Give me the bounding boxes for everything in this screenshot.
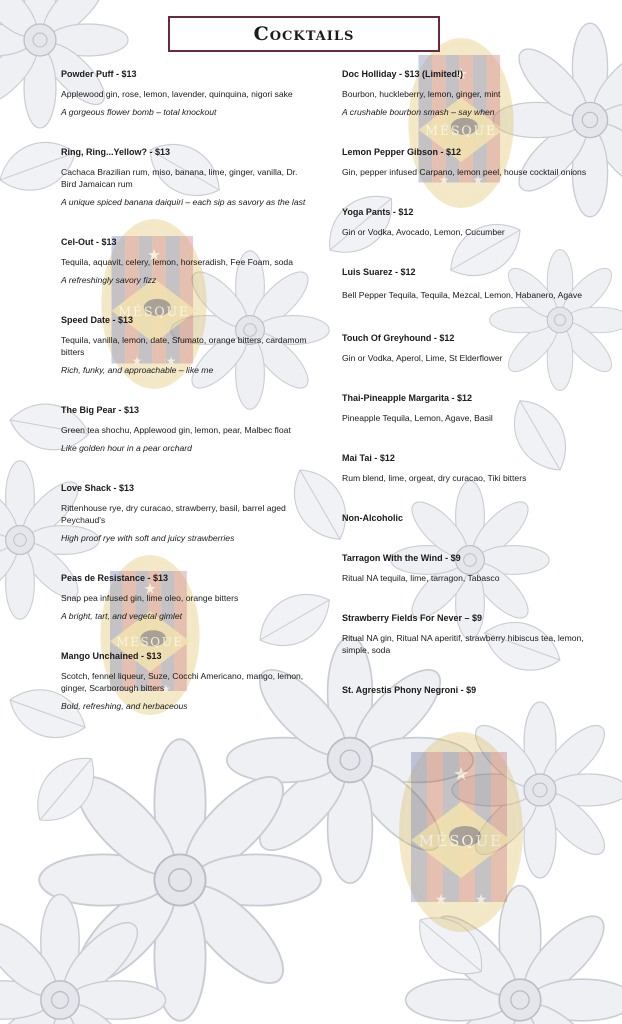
menu-item bbox=[342, 68, 592, 118]
item-name: Love Shack - $13 bbox=[61, 483, 135, 493]
menu-item bbox=[342, 612, 592, 656]
menu-item bbox=[61, 314, 313, 376]
item-name: Ring, Ring...Yellow? - $13 bbox=[61, 147, 171, 157]
right-menu-column bbox=[342, 68, 592, 724]
menu-item bbox=[61, 650, 313, 712]
item-tagline: Rich, funky, and approachable – like me bbox=[61, 365, 214, 375]
item-tagline: High proof rye with soft and juicy strawberries bbox=[61, 533, 235, 543]
item-tagline: A bright, tart, and vegetal gimlet bbox=[61, 611, 183, 621]
item-tagline: A crushable bourbon smash – say when bbox=[342, 107, 495, 117]
item-description: Tequila, vanilla, lemon, date, Sfumato, orange bitters, cardamom bitters bbox=[61, 335, 307, 357]
item-name: Thai-Pineapple Margarita - $12 bbox=[342, 393, 473, 403]
menu-item bbox=[61, 482, 313, 544]
item-description: Bell Pepper Tequila, Tequila, Mezcal, Lemon, Habanero, Agave bbox=[342, 290, 582, 300]
item-description: Ritual NA gin, Ritual NA aperitif, strawberry hibiscus tea, lemon, simple, soda bbox=[342, 633, 584, 655]
menu-item bbox=[61, 404, 313, 454]
item-description: Scotch, fennel liqueur, Suze, Cocchi Americano, mango, lemon, ginger, Scarborough bitters bbox=[61, 671, 304, 693]
menu-item bbox=[342, 206, 592, 238]
item-description: Snap pea infused gin, lime oleo, orange bitters bbox=[61, 593, 239, 603]
item-tagline: A unique spiced banana daiquiri – each sip as savory as the last bbox=[61, 197, 306, 207]
item-name: Luis Suarez - $12 bbox=[342, 267, 416, 277]
menu-item bbox=[342, 392, 592, 424]
item-name: Doc Holliday - $13 (Limited!) bbox=[342, 69, 464, 79]
title-banner bbox=[168, 16, 440, 52]
item-tagline: A gorgeous flower bomb – total knockout bbox=[61, 107, 217, 117]
item-name: Mango Unchained - $13 bbox=[61, 651, 162, 661]
menu-item bbox=[342, 684, 592, 696]
item-name: Cel-Out - $13 bbox=[61, 237, 117, 247]
item-name: The Big Pear - $13 bbox=[61, 405, 140, 415]
item-name: Mai Tai - $12 bbox=[342, 453, 395, 463]
menu-item bbox=[61, 146, 313, 208]
item-name: Yoga Pants - $12 bbox=[342, 207, 414, 217]
menu-item bbox=[61, 68, 313, 118]
menu-item bbox=[342, 452, 592, 484]
item-description: Tequila, aquavit, celery, lemon, horseradish, Fee Foam, soda bbox=[61, 257, 293, 267]
item-tagline: A refreshingly savory fizz bbox=[61, 275, 157, 285]
menu-item bbox=[342, 146, 592, 178]
left-menu-column bbox=[61, 68, 313, 740]
item-description: Gin or Vodka, Avocado, Lemon, Cucumber bbox=[342, 227, 505, 237]
item-description: Bourbon, huckleberry, lemon, ginger, mint bbox=[342, 89, 501, 99]
item-tagline: Bold, refreshing, and herbaceous bbox=[61, 701, 188, 711]
item-description: Rum blend, lime, orgeat, dry curacao, Tiki bitters bbox=[342, 473, 527, 483]
item-description: Gin, pepper infused Carpano, lemon peel, house cocktail onions bbox=[342, 167, 587, 177]
item-description: Applewood gin, rose, lemon, lavender, quinquina, nigori sake bbox=[61, 89, 293, 99]
item-name: St. Agrestis Phony Negroni - $9 bbox=[342, 685, 477, 695]
item-description: Pineapple Tequila, Lemon, Agave, Basil bbox=[342, 413, 493, 423]
item-name: Lemon Pepper Gibson - $12 bbox=[342, 147, 462, 157]
menu-item bbox=[61, 572, 313, 622]
page-title: Cocktails bbox=[253, 23, 355, 45]
item-description: Gin or Vodka, Aperol, Lime, St Elderflower bbox=[342, 353, 503, 363]
item-description: Rittenhouse rye, dry curacao, strawberry, basil, barrel aged Peychaud's bbox=[61, 503, 286, 525]
item-description: Ritual NA tequila, lime, tarragon, Tabasco bbox=[342, 573, 500, 583]
item-name: Strawberry Fields For Never – $9 bbox=[342, 613, 483, 623]
item-name: Speed Date - $13 bbox=[61, 315, 134, 325]
item-name: Touch Of Greyhound - $12 bbox=[342, 333, 455, 343]
item-tagline: Like golden hour in a pear orchard bbox=[61, 443, 192, 453]
item-description: Cachaca Brazilian rum, miso, banana, lime, ginger, vanilla, Dr. Bird Jamaican rum bbox=[61, 167, 298, 189]
item-name: Peas de Resistance - $13 bbox=[61, 573, 169, 583]
menu-item bbox=[342, 266, 592, 304]
item-name: Powder Puff - $13 bbox=[61, 69, 137, 79]
menu-item bbox=[61, 236, 313, 286]
item-name: Tarragon With the Wind - $9 bbox=[342, 553, 461, 563]
item-description: Green tea shochu, Applewood gin, lemon, pear, Malbec float bbox=[61, 425, 291, 435]
non-alcoholic-heading: Non-Alcoholic bbox=[342, 513, 403, 523]
menu-item bbox=[342, 552, 592, 584]
menu-item bbox=[342, 332, 592, 364]
